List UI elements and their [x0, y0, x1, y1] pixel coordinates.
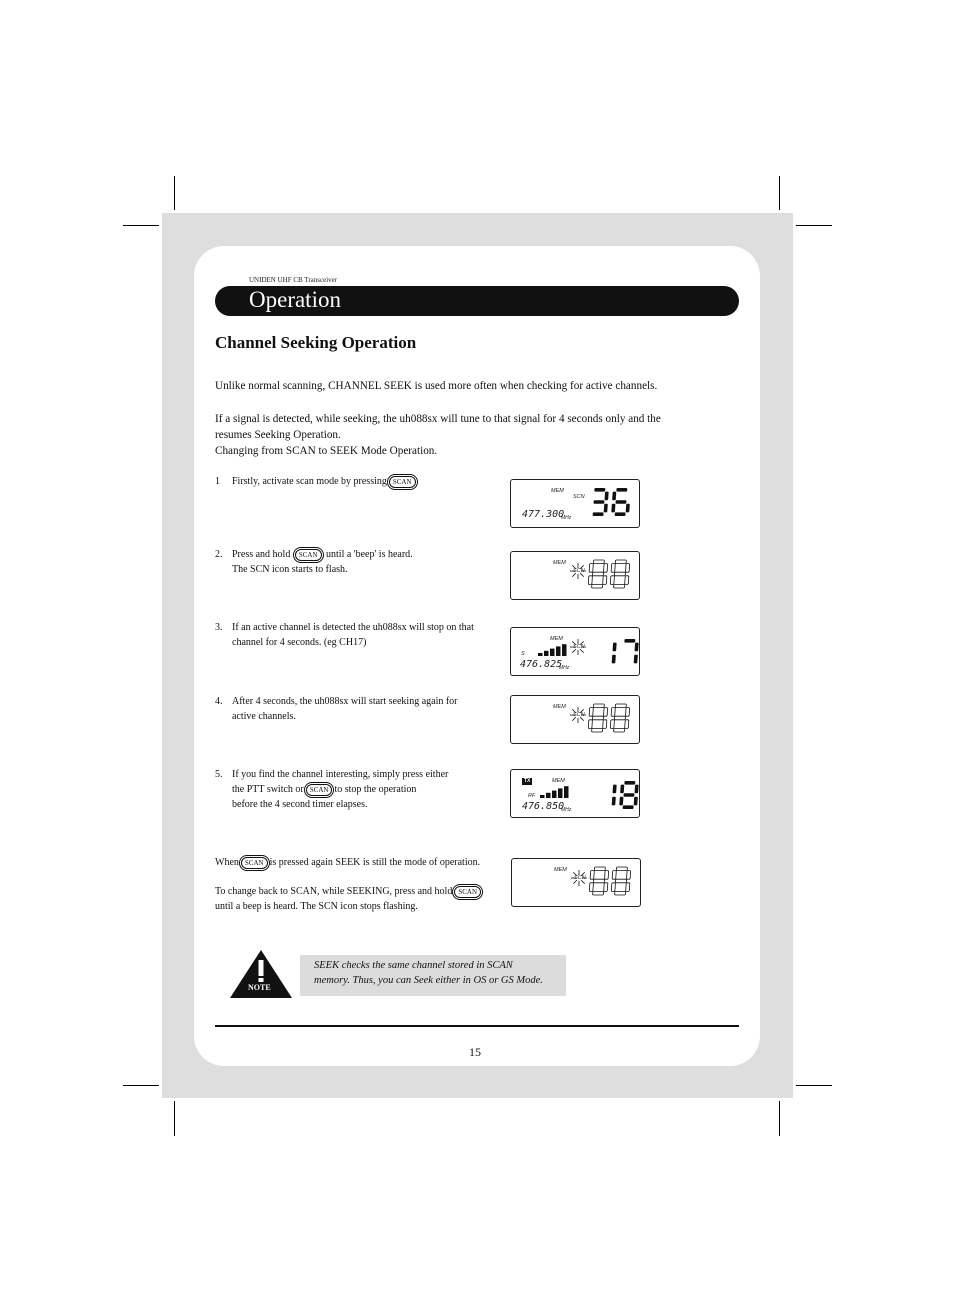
lcd-display-1 — [510, 479, 640, 528]
digit-segment — [603, 576, 607, 585]
step-line: After 4 seconds, the uh088sx will start seeking again for — [232, 696, 458, 707]
digit-segment — [592, 584, 603, 588]
digit-segment — [588, 720, 592, 729]
step-text — [232, 694, 512, 724]
lcd-display-6 — [511, 858, 641, 907]
digit-segment — [610, 576, 614, 585]
digit-segment — [611, 504, 615, 513]
note-badge-label: NOTE — [248, 983, 271, 992]
channel-digits — [512, 859, 640, 906]
lcd-display-3 — [510, 627, 640, 676]
digit-segment — [623, 663, 634, 667]
text-line: until a beep is heard. The SCN icon stops flashing. — [215, 901, 418, 912]
paragraph-line: resumes Seeking Operation. — [215, 429, 341, 441]
digit-segment — [627, 492, 631, 501]
rf-label: RF — [528, 793, 536, 799]
digit-segment — [624, 781, 635, 785]
page-heading: Channel Seeking Operation — [215, 333, 417, 352]
tx-indicator: TX — [524, 778, 531, 784]
digit-segment — [614, 716, 625, 720]
scan-button-icon: SCAN — [241, 857, 268, 869]
change-back-text — [215, 884, 515, 914]
scan-button-icon: SCAN — [389, 476, 416, 488]
step-line: until a 'beep' is heard. — [326, 549, 413, 560]
digit-segment — [634, 655, 638, 664]
digit-segment — [619, 655, 623, 664]
digit-segment — [598, 643, 602, 652]
channel-digits — [511, 628, 639, 675]
footer-rule — [215, 1025, 739, 1027]
digit-segment — [602, 639, 613, 643]
step-number: 5. — [215, 769, 223, 780]
digit-segment — [616, 488, 627, 492]
digit-segment — [615, 560, 626, 564]
digit-segment — [624, 639, 635, 643]
digit-segment — [611, 564, 615, 573]
digit-segment — [604, 883, 608, 892]
digit-segment — [590, 871, 594, 880]
digit-segment — [616, 867, 627, 871]
crop-mark — [779, 1101, 780, 1136]
step-text — [232, 547, 512, 577]
content-card — [194, 246, 760, 1066]
digit-segment — [625, 720, 629, 729]
digit-segment — [625, 576, 629, 585]
lcd-display-5 — [510, 769, 640, 818]
digit-segment — [614, 584, 625, 588]
digit-segment — [615, 512, 626, 516]
digit-segment — [597, 797, 601, 806]
digit-segment — [589, 564, 593, 573]
digit-segment — [626, 708, 630, 717]
digit-segment — [588, 576, 592, 585]
scan-button-icon: SCAN — [295, 549, 322, 561]
note-line: SEEK checks the same channel stored in SCAN — [314, 960, 513, 971]
digit-segment — [593, 500, 604, 504]
page-number: 15 — [469, 1045, 481, 1059]
step-line: Press and hold — [232, 549, 291, 560]
digit-segment — [613, 785, 617, 794]
text-line: is pressed again SEEK is still the mode of operation. — [269, 857, 481, 868]
mem-indicator: MEM — [553, 560, 566, 566]
seek-again-text — [215, 855, 515, 870]
step-text — [232, 767, 512, 812]
text-line: When — [215, 857, 239, 868]
digit-segment — [601, 805, 612, 809]
digit-segment — [623, 805, 634, 809]
mem-indicator: MEM — [551, 488, 564, 494]
digit-segment — [610, 720, 614, 729]
digit-segment — [601, 793, 612, 797]
mem-indicator: MEM — [554, 867, 567, 873]
step-line: to stop the operation — [334, 784, 417, 795]
digit-segment — [589, 504, 593, 513]
digit-segment — [623, 651, 634, 655]
digit-segment — [589, 708, 593, 717]
mem-indicator: MEM — [553, 704, 566, 710]
step-number: 1 — [215, 476, 220, 487]
note-box — [300, 955, 566, 996]
digit-segment — [619, 797, 623, 806]
step-line: the PTT switch or — [232, 784, 304, 795]
digit-segment — [615, 879, 626, 883]
crop-mark — [796, 1085, 832, 1086]
frequency-readout: 477.300 — [522, 509, 565, 520]
digit-segment — [627, 871, 631, 880]
digit-segment — [626, 883, 630, 892]
digit-segment — [613, 643, 617, 652]
crop-mark — [123, 1085, 159, 1086]
digit-segment — [592, 716, 603, 720]
note-text — [314, 958, 564, 988]
paragraph-line: Changing from SCAN to SEEK Mode Operation. — [215, 445, 438, 457]
digit-segment — [634, 797, 638, 806]
note-line: memory. Thus, you can Seek either in OS or GS Mode. — [314, 975, 543, 986]
digit-segment — [603, 720, 607, 729]
scn-indicator: SCN — [573, 644, 585, 650]
step-line: The SCN icon starts to flash. — [232, 564, 348, 575]
step-line: channel for 4 seconds. (eg CH17) — [232, 637, 367, 648]
scn-indicator: SCN — [573, 494, 585, 500]
scn-indicator: SCN — [574, 875, 586, 881]
signal-label: S — [521, 651, 525, 657]
digit-segment — [601, 651, 612, 655]
scan-button-icon: SCAN — [306, 784, 333, 796]
digit-segment — [593, 879, 604, 883]
digit-segment — [601, 663, 612, 667]
crop-mark — [779, 176, 780, 210]
digit-segment — [593, 512, 604, 516]
step-line: If an active channel is detected the uh088sx will stop on that — [232, 622, 474, 633]
crop-mark — [123, 225, 159, 226]
digit-segment — [604, 504, 608, 513]
digit-segment — [605, 492, 609, 501]
digit-segment — [605, 871, 609, 880]
mhz-unit: MHz — [561, 515, 572, 521]
step-number: 4. — [215, 696, 223, 707]
digit-segment — [615, 704, 626, 708]
signal-paragraph — [215, 411, 725, 459]
crop-mark — [796, 225, 832, 226]
digit-segment — [626, 504, 630, 513]
digit-segment — [593, 704, 604, 708]
digit-segment — [602, 781, 613, 785]
mem-indicator: MEM — [550, 636, 563, 642]
digit-segment — [594, 867, 605, 871]
step-line: Firstly, activate scan mode by pressing — [232, 476, 387, 487]
section-title: Operation — [249, 287, 341, 312]
digit-segment — [604, 708, 608, 717]
digit-segment — [597, 655, 601, 664]
step-line: before the 4 second timer elapses. — [232, 799, 368, 810]
digit-segment — [604, 564, 608, 573]
intro-paragraph: Unlike normal scanning, CHANNEL SEEK is used more often when checking for active channels. — [215, 380, 658, 392]
crop-mark — [174, 176, 175, 210]
scn-indicator: SCN — [573, 568, 585, 574]
lcd-display-2 — [510, 551, 640, 600]
digit-segment — [598, 785, 602, 794]
digit-segment — [612, 797, 616, 806]
digit-segment — [589, 883, 593, 892]
paragraph-line: If a signal is detected, while seeking, the uh088sx will tune to that signal for 4 seconds only and the — [215, 413, 661, 425]
digit-segment — [615, 500, 626, 504]
digit-segment — [623, 793, 634, 797]
step-number: 3. — [215, 622, 223, 633]
digit-segment — [612, 492, 616, 501]
digit-segment — [620, 785, 624, 794]
digit-segment — [592, 728, 603, 732]
digit-segment — [611, 883, 615, 892]
text-line: To change back to SCAN, while SEEKING, press and hold — [215, 886, 453, 897]
channel-digits — [511, 770, 639, 817]
digit-segment — [614, 728, 625, 732]
frequency-readout: 476.850 — [522, 801, 565, 812]
digit-segment — [593, 560, 604, 564]
frequency-readout: 476.825 — [520, 659, 563, 670]
lcd-display-4 — [510, 695, 640, 744]
digit-segment — [612, 871, 616, 880]
mhz-unit: MHz — [561, 807, 572, 813]
step-number: 2. — [215, 549, 223, 560]
document-title: UNIDEN UHF CB Transceiver — [249, 276, 338, 284]
digit-segment — [612, 655, 616, 664]
mhz-unit: MHz — [559, 665, 570, 671]
digit-segment — [594, 488, 605, 492]
digit-segment — [635, 643, 639, 652]
step-line: If you find the channel interesting, simply press either — [232, 769, 449, 780]
note-warning-icon — [228, 948, 294, 1000]
digit-segment — [593, 891, 604, 895]
channel-digits — [511, 696, 639, 743]
digit-segment — [611, 708, 615, 717]
digit-segment — [590, 492, 594, 501]
digit-segment — [626, 564, 630, 573]
digit-segment — [615, 891, 626, 895]
crop-mark — [174, 1101, 175, 1136]
digit-segment — [592, 572, 603, 576]
digit-segment — [635, 785, 639, 794]
step-text — [232, 620, 512, 650]
digit-segment — [620, 643, 624, 652]
digit-segment — [614, 572, 625, 576]
channel-digits — [511, 480, 639, 527]
scn-indicator: SCN — [573, 712, 585, 718]
mem-indicator: MEM — [552, 778, 565, 784]
scan-button-icon: SCAN — [454, 886, 481, 898]
step-text — [232, 474, 512, 489]
step-line: active channels. — [232, 711, 296, 722]
section-banner — [215, 286, 739, 316]
channel-digits — [511, 552, 639, 599]
